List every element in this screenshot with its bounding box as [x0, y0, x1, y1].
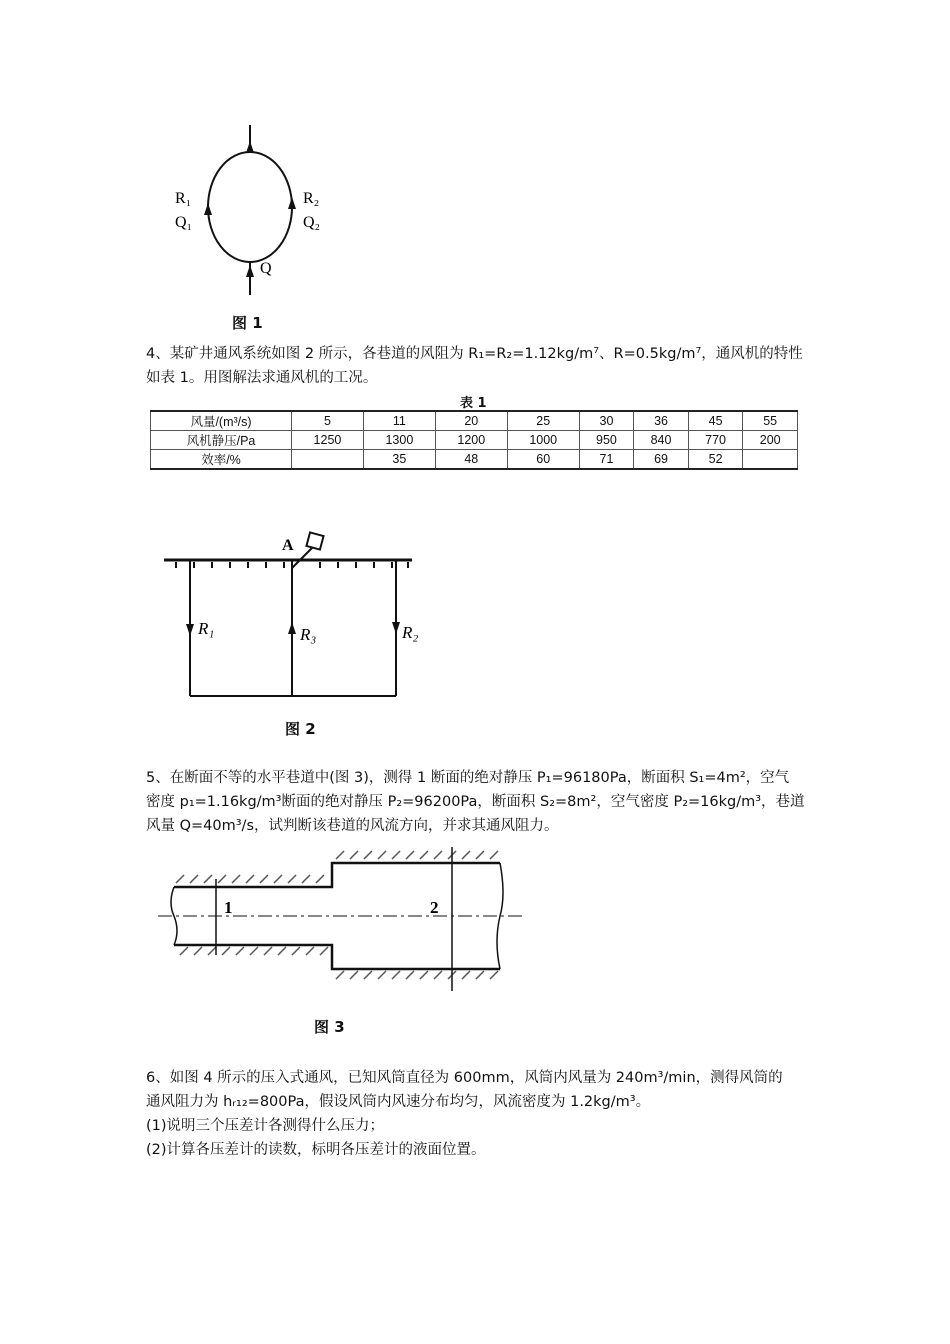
label-section-2: 2 — [430, 898, 439, 917]
table-cell: 30 — [579, 411, 634, 431]
label-r1: R₁ — [175, 190, 192, 207]
table-cell: 25 — [507, 411, 579, 431]
problem-5 — [146, 766, 826, 838]
figure-1-caption: 图 1 — [232, 314, 263, 332]
table-cell: 5 — [292, 411, 364, 431]
fan-duct — [292, 548, 312, 568]
label-r2: R₂ — [402, 623, 419, 642]
table-cell — [292, 450, 364, 470]
table-cell: 840 — [634, 431, 689, 450]
problem-6 — [146, 1066, 826, 1162]
label-q1: Q₁ — [175, 214, 193, 231]
table-cell: 20 — [435, 411, 507, 431]
table-cell: 200 — [743, 431, 798, 450]
figure-2-caption: 图 2 — [285, 720, 316, 738]
label-a: A — [282, 537, 294, 554]
table-row — [151, 411, 798, 431]
table-1-title: 表 1 — [460, 396, 487, 411]
fan-icon — [306, 532, 323, 549]
figure-1-diagram — [140, 115, 360, 315]
table-cell: 36 — [634, 411, 689, 431]
problem-5-line-3: 风量 Q=40m³/s，试判断该巷道的风流方向，并求其通风阻力。 — [146, 818, 559, 834]
label-r3: R₃ — [300, 625, 317, 644]
left-branch-arrow-icon — [204, 203, 212, 215]
r2-down-arrow-icon — [392, 622, 400, 634]
figure-3-diagram — [150, 845, 530, 995]
table-cell: 1000 — [507, 431, 579, 450]
table-cell — [743, 450, 798, 470]
problem-5-line-1: 5、在断面不等的水平巷道中(图 3)，测得 1 断面的绝对静压 P₁=96180Pa，断面积 S₁=4m²，空气 — [146, 770, 790, 786]
label-q: Q — [260, 260, 272, 277]
label-r1: R₁ — [198, 619, 215, 638]
row-header: 风量/(m³/s) — [151, 411, 292, 431]
problem-4-line-1: 4、某矿井通风系统如图 2 所示，各巷道的风阻为 R₁=R₂=1.12kg/m⁷、R=0.5kg/m⁷，通风机的特性 — [146, 346, 803, 362]
table-cell: 1250 — [292, 431, 364, 450]
problem-6-line-3: (1)说明三个压差计各测得什么压力； — [146, 1118, 385, 1134]
row-header: 风机静压/Pa — [151, 431, 292, 450]
table-1 — [150, 410, 798, 470]
table-cell: 69 — [634, 450, 689, 470]
problem-6-line-1: 6、如图 4 所示的压入式通风，已知风筒直径为 600mm，风筒内风量为 240m³/min，测得风筒的 — [146, 1070, 783, 1086]
r1-down-arrow-icon — [186, 624, 194, 636]
table-cell: 60 — [507, 450, 579, 470]
table-row — [151, 431, 798, 450]
table-cell: 1200 — [435, 431, 507, 450]
figure-2-diagram — [150, 528, 440, 708]
top-arrow-icon — [246, 141, 254, 153]
table-cell: 55 — [743, 411, 798, 431]
figure-3-caption: 图 3 — [314, 1018, 345, 1036]
r3-up-arrow-icon — [288, 622, 296, 634]
table-cell: 52 — [688, 450, 743, 470]
inlet-arrow-icon — [246, 265, 254, 277]
problem-5-line-2: 密度 p₁=1.16kg/m³断面的绝对静压 P₂=96200Pa，断面积 S₂=8m²，空气密度 P₂=16kg/m³，巷道 — [146, 794, 805, 810]
problem-6-line-2: 通风阻力为 hᵣ₁₂=800Pa，假设风筒内风速分布均匀，风流密度为 1.2kg/m³。 — [146, 1094, 651, 1110]
table-cell: 770 — [688, 431, 743, 450]
row-header: 效率/% — [151, 450, 292, 470]
problem-4-line-2: 如表 1。用图解法求通风机的工况。 — [146, 370, 378, 386]
problem-6-line-4: (2)计算各压差计的读数，标明各压差计的液面位置。 — [146, 1142, 486, 1158]
table-cell: 71 — [579, 450, 634, 470]
table-cell: 45 — [688, 411, 743, 431]
table-cell: 35 — [363, 450, 435, 470]
label-section-1: 1 — [224, 898, 233, 917]
table-cell: 1300 — [363, 431, 435, 450]
right-branch-arrow-icon — [288, 197, 296, 209]
problem-4 — [146, 342, 826, 390]
table-cell: 11 — [363, 411, 435, 431]
table-cell: 950 — [579, 431, 634, 450]
label-r2: R₂ — [303, 190, 320, 207]
table-row — [151, 450, 798, 470]
parallel-loop — [208, 152, 292, 262]
label-q2: Q₂ — [303, 214, 321, 231]
table-cell: 48 — [435, 450, 507, 470]
